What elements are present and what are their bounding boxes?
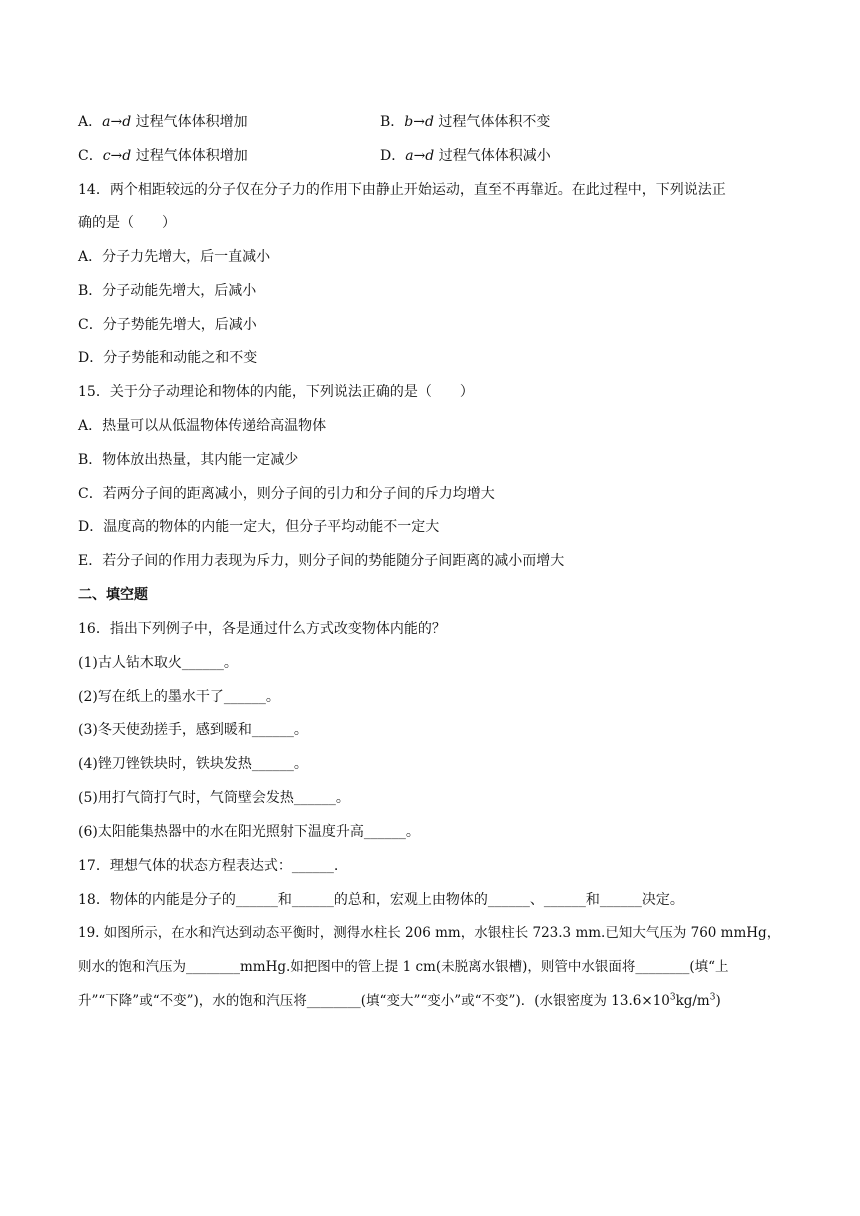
q19-line1: 19. 如图所示，在水和汽达到动态平衡时，测得水柱长 206 mm，水银柱长 723.3 mm.已知大气压为 760 mmHg， bbox=[78, 925, 781, 941]
q15-option-c: C．若两分子间的距离减小，则分子间的引力和分子间的斥力均增大 bbox=[78, 486, 495, 502]
option-letter: D． bbox=[380, 148, 406, 164]
q14-option-b: B．分子动能先增大，后减小 bbox=[78, 283, 257, 299]
q15-option-d: D．温度高的物体的内能一定大，但分子平均动能不一定大 bbox=[78, 519, 440, 535]
q15-option-a: A．热量可以从低温物体传递给高温物体 bbox=[78, 418, 327, 434]
q17-text: 17．理想气体的状态方程表达式：______. bbox=[78, 858, 339, 874]
q14-option-c: C．分子势能先增大，后减小 bbox=[78, 317, 257, 333]
section-title: 二、填空题 bbox=[78, 587, 148, 603]
process-label: a→d bbox=[102, 114, 132, 130]
q14-stem-line1: 14．两个相距较远的分子仅在分子力的作用下由静止开始运动，直至不再靠近。在此过程中，下列说法正 bbox=[78, 182, 726, 198]
option-letter: C． bbox=[78, 148, 103, 164]
q16-item-1: (1)古人钻木取火______。 bbox=[78, 655, 238, 671]
q16-item-3: (3)冬天使劲搓手，感到暖和______。 bbox=[78, 722, 308, 738]
exponent: 3 bbox=[709, 992, 716, 1003]
q13-option-c bbox=[78, 146, 248, 166]
process-label: a→d bbox=[405, 148, 435, 164]
q18-text: 18．物体的内能是分子的______和______的总和，宏观上由物体的______、______和______决定。 bbox=[78, 892, 684, 908]
q15-stem: 15．关于分子动理论和物体的内能，下列说法正确的是（ ） bbox=[78, 384, 474, 400]
q15-option-b: B．物体放出热量，其内能一定减少 bbox=[78, 452, 299, 468]
q16-item-4: (4)锉刀锉铁块时，铁块发热______。 bbox=[78, 756, 308, 772]
option-text: 过程气体体积减小 bbox=[434, 148, 551, 164]
unit-text: kg/m bbox=[675, 993, 710, 1009]
q19-line3 bbox=[78, 991, 721, 1011]
process-label: c→d bbox=[102, 148, 132, 164]
q13-option-a bbox=[78, 112, 248, 132]
option-text: 过程气体体积增加 bbox=[131, 148, 248, 164]
q16-item-2: (2)写在纸上的墨水干了______。 bbox=[78, 689, 280, 705]
exponent: 3 bbox=[669, 992, 676, 1003]
q14-option-d: D．分子势能和动能之和不变 bbox=[78, 350, 258, 366]
option-letter: A． bbox=[78, 114, 103, 130]
option-letter: B． bbox=[380, 114, 405, 130]
q13-option-d bbox=[380, 146, 551, 166]
q19-line3-text: 升”“下降”或“不变”)，水的饱和汽压将________(填“变大”“变小”或“不变”)．(水银密度为 13.6×10 bbox=[78, 993, 670, 1009]
document-page bbox=[78, 0, 788, 1216]
q14-option-a: A．分子力先增大，后一直减小 bbox=[78, 249, 271, 265]
q19-line2: 则水的饱和汽压为________mmHg.如把图中的管上提 1 cm(未脱离水银槽)，则管中水银面将________(填“上 bbox=[78, 959, 729, 975]
q16-item-5: (5)用打气筒打气时，气筒壁会发热______。 bbox=[78, 790, 350, 806]
q16-item-6: (6)太阳能集热器中的水在阳光照射下温度升高______。 bbox=[78, 824, 420, 840]
option-text: 过程气体体积不变 bbox=[433, 114, 551, 130]
q13-option-b bbox=[380, 112, 550, 132]
process-label: b→d bbox=[404, 114, 434, 130]
option-text: 过程气体体积增加 bbox=[131, 114, 248, 130]
q15-option-e: E．若分子间的作用力表现为斥力，则分子间的势能随分子间距离的减小而增大 bbox=[78, 553, 565, 569]
q14-stem-line2: 确的是（ ） bbox=[78, 215, 176, 231]
closing-paren: ) bbox=[715, 993, 721, 1009]
q16-stem: 16．指出下列例子中，各是通过什么方式改变物体内能的？ bbox=[78, 621, 446, 637]
